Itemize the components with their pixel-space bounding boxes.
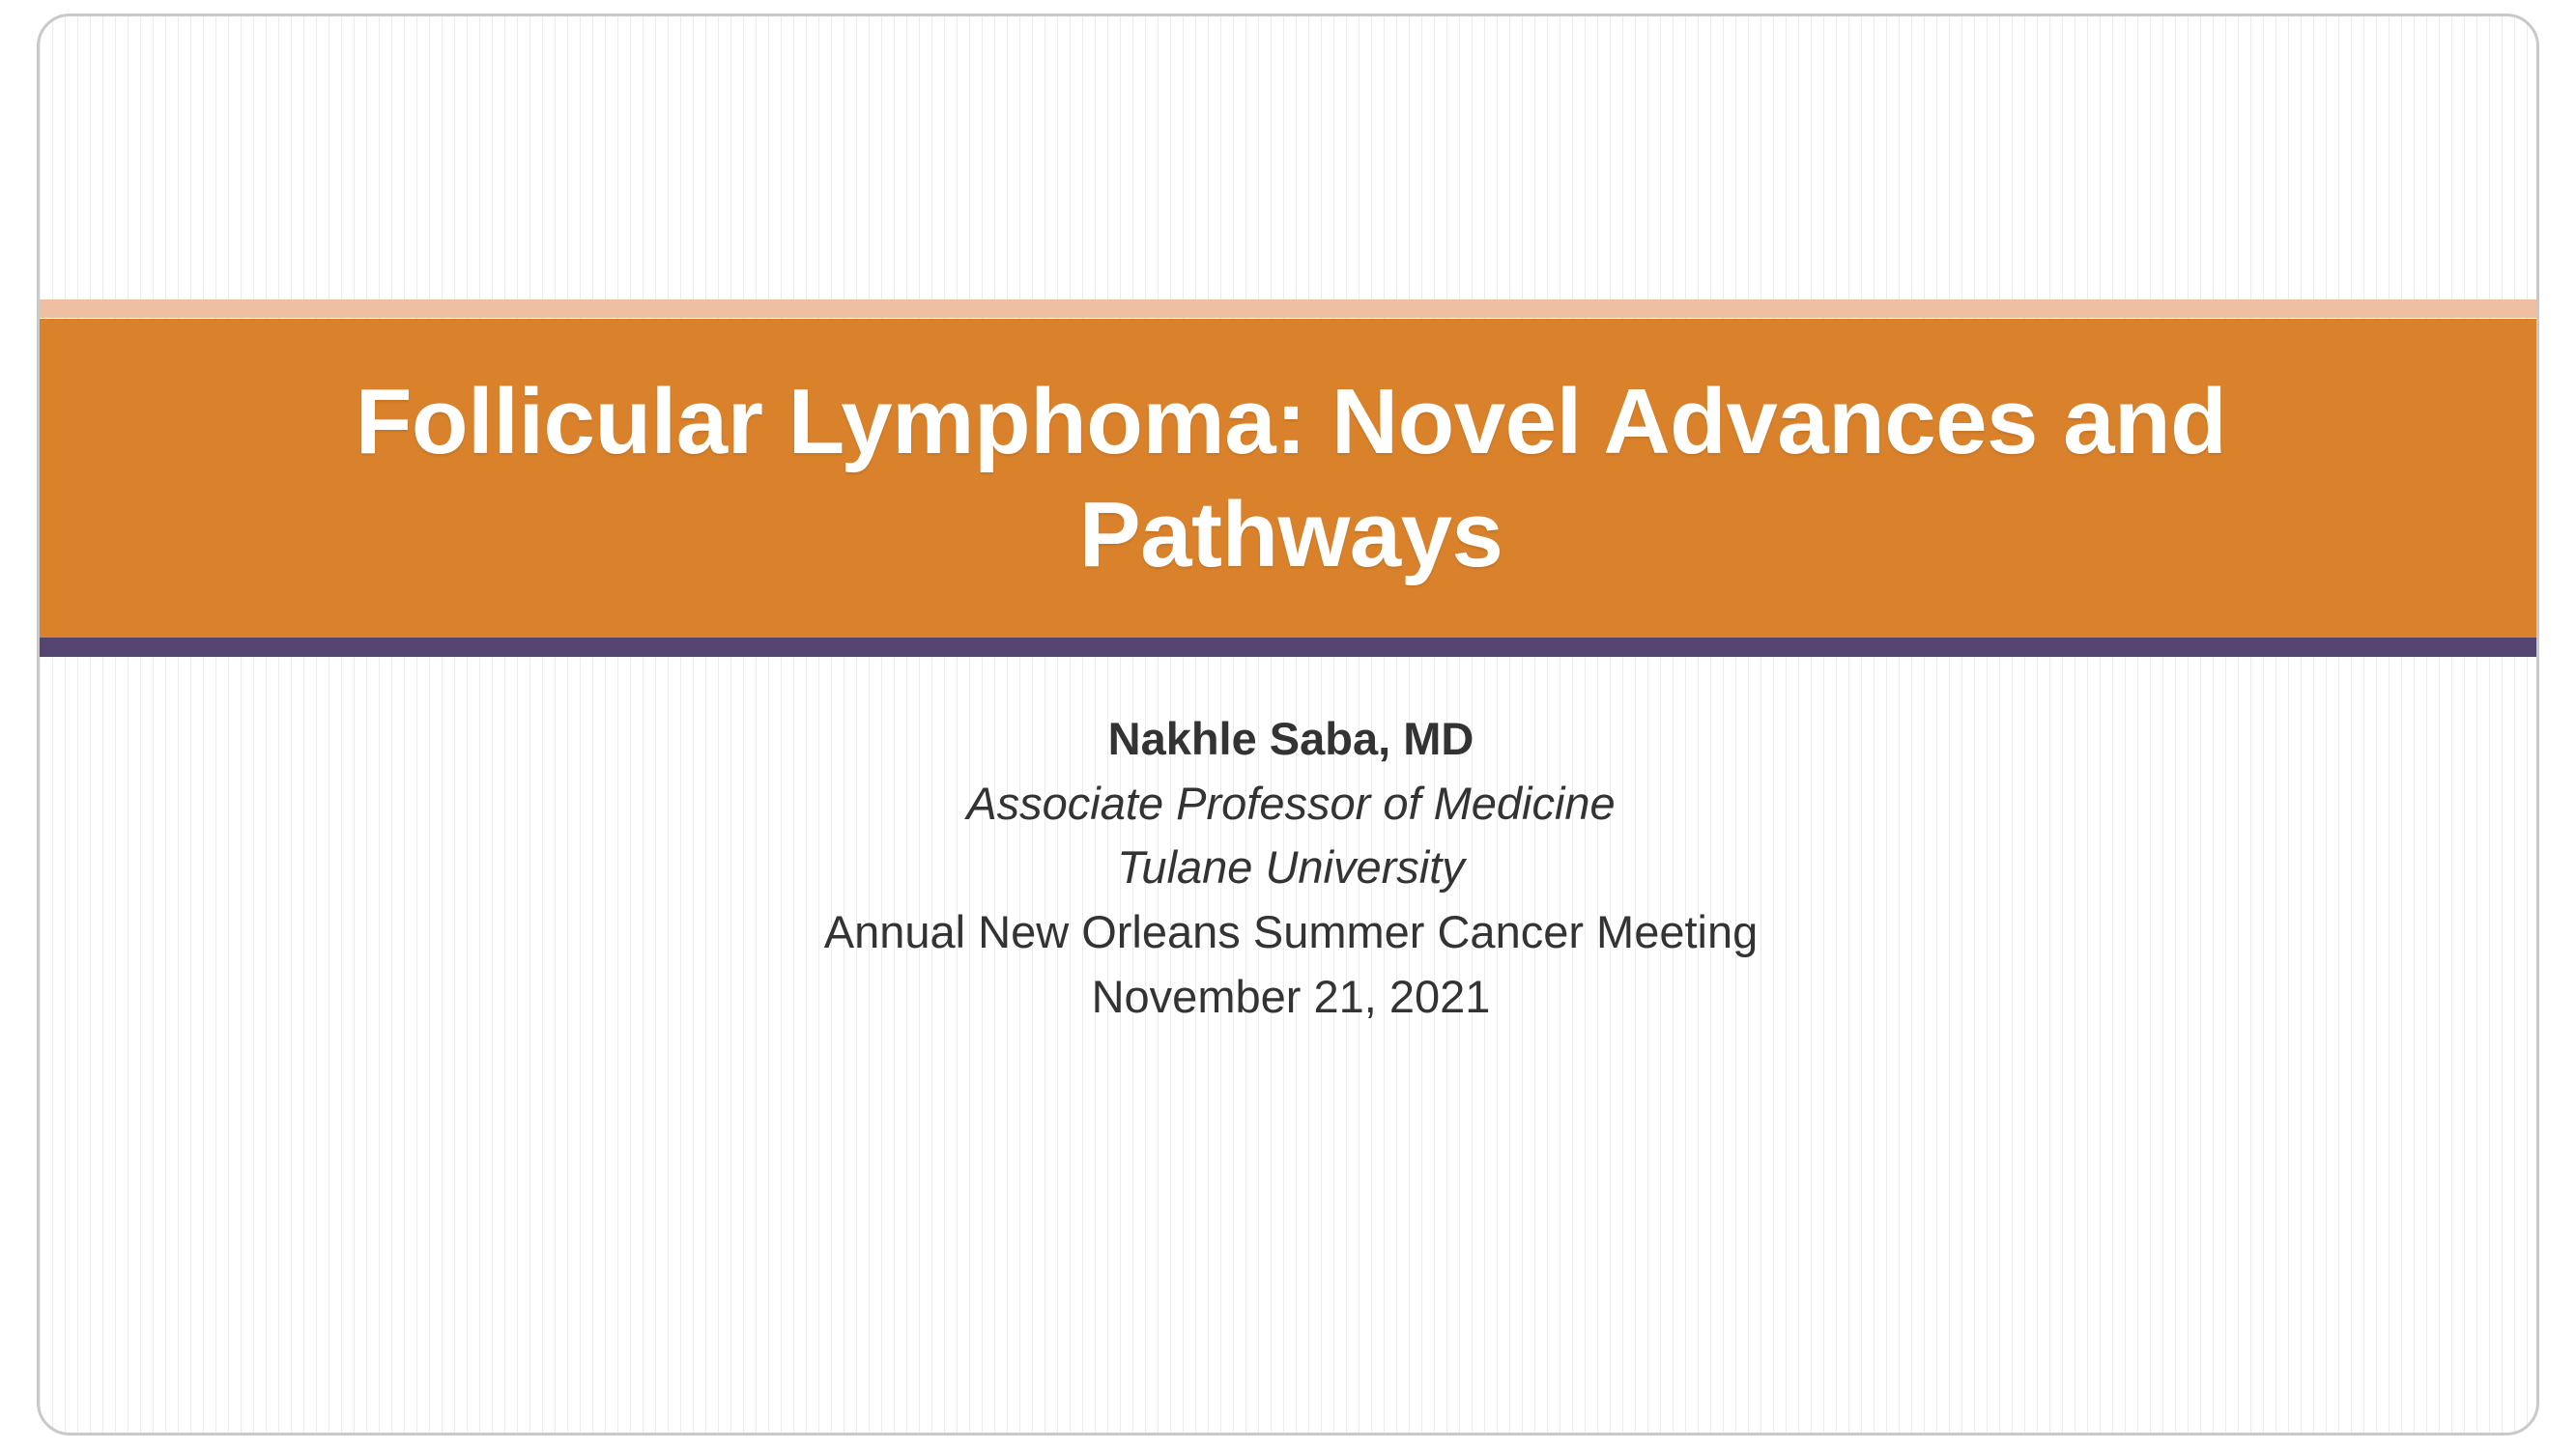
subtitle-block [40,707,2539,1030]
event-date: November 21, 2021 [1091,970,1491,1022]
title-band [37,319,2539,638]
title-bottom-rule [37,638,2539,657]
event-name: Annual New Orleans Summer Cancer Meeting [823,906,1759,958]
presentation-slide [37,14,2539,1435]
page-title: Follicular Lymphoma: Novel Advances and Pathways [355,369,2227,586]
presenter-institution: Tulane University [1117,841,1465,894]
presenter-title: Associate Professor of Medicine [966,777,1616,829]
title-top-rule [37,299,2539,318]
presenter-name: Nakhle Saba, MD [1107,713,1474,764]
